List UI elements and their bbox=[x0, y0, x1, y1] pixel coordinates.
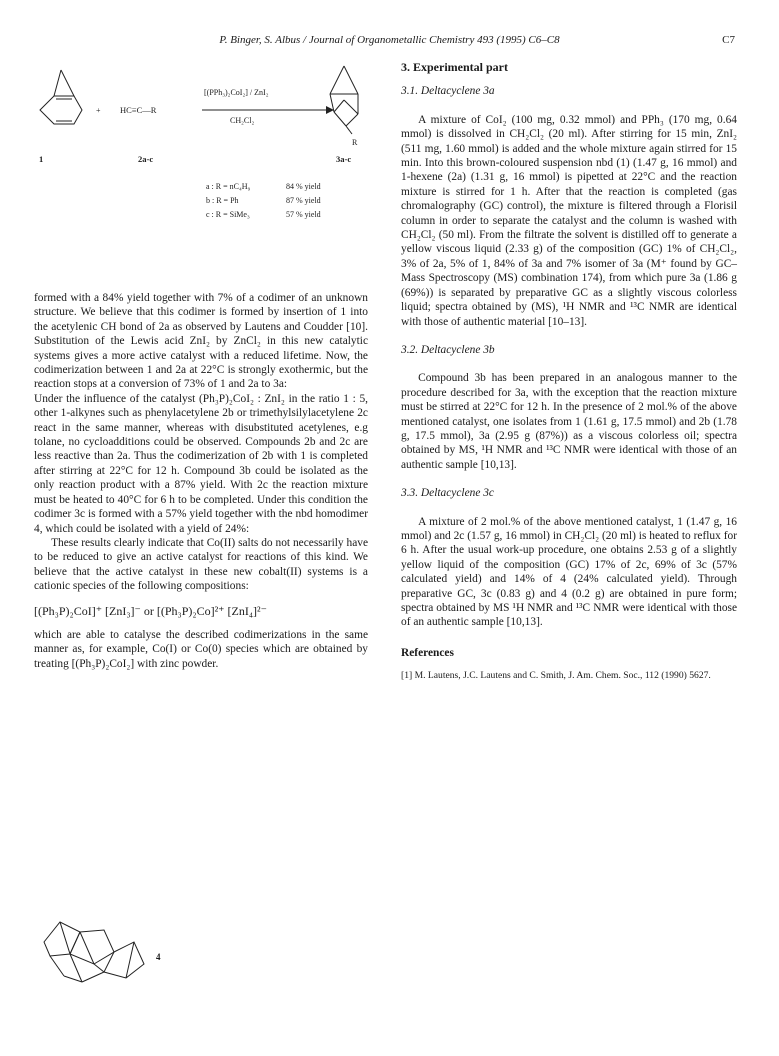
alkyne-reagent: HC≡C—R bbox=[120, 105, 157, 115]
running-header bbox=[0, 34, 779, 50]
yield-b: 87 % yield bbox=[286, 196, 321, 205]
left-column bbox=[34, 291, 368, 671]
right-column bbox=[401, 60, 737, 682]
subsection-title: 3.2. Deltacyclene 3b bbox=[401, 343, 495, 356]
paragraph: These results clearly indicate that Co(II) salts do not necessarily have to be reduced to give an active catalyst for reactions of this kind. We believe that the active catalyst in these new cobalt(II) systems is a cationic species of the following compositions: bbox=[34, 536, 368, 593]
compound-4-drawing bbox=[34, 912, 154, 1002]
compound-1-label: 1 bbox=[39, 154, 44, 164]
substituent-b: b : R = Ph bbox=[206, 196, 239, 205]
substituent-a: a : R = nC₄H₉ bbox=[206, 182, 251, 191]
subsection-title: 3.1. Deltacyclene 3a bbox=[401, 85, 495, 98]
paragraph: formed with a 84% yield together with 7% of a codimer of an unknown structure. We believe that this codimer is formed by insertion of 1 into the acetylenic CH bond of 2a as observed by Lautens and Coudder [10]. Substitution of the Lewis acid ZnI₂ by ZnCl₂ in this new catalytic systems gives a more active catalyst with a reduced lifetime. Now, the codimerization between 1 and 2a at 22°C is strongly exothermic, but the reaction stops at a conversion of 73% of 1 and 2a to 3a: bbox=[34, 292, 368, 391]
cationic-species-formula: [(Ph₃P)₂CoI]⁺ [ZnI₃]⁻ or [(Ph₃P)₂Co]²⁺ [ZnI₄]²⁻ bbox=[34, 603, 267, 618]
compound-4-figure bbox=[34, 912, 234, 1002]
norbornadiene-structure bbox=[40, 70, 82, 124]
yield-c: 57 % yield bbox=[286, 210, 321, 219]
reference-item: [1] M. Lautens, J.C. Lautens and C. Smith, J. Am. Chem. Soc., 112 (1990) 5627. bbox=[401, 670, 711, 682]
substituent-c: c : R = SiMe₃ bbox=[206, 210, 250, 219]
paragraph: which are able to catalyse the described codimerizations in the same manner as, for example, Co(I) or Co(0) species which are obtained by treating [(Ph₃P)₂CoI₂] with zinc powder. bbox=[34, 628, 368, 670]
section-title: 3. Experimental part bbox=[401, 60, 508, 74]
solvent-label: CH₂Cl₂ bbox=[230, 116, 255, 125]
page-number: C7 bbox=[722, 34, 735, 46]
paragraph: Compound 3b has been prepared in an analogous manner to the procedure described for 3a, with the exception that the reaction mixture must be stirred at 22°C for 12 h. In the presence of 2 mol.% of the above mentioned catalyst, one isolates from 1 (1.61 g, 17.5 mmol) and 2b (1.78 g, 17.5 mmol), 3a (2.95 g (87%)) as a viscous colorless oil; spectra obtained by MS, ¹H NMR and ¹³C NMR were identical with those of an authentic sample [10,13]. bbox=[401, 372, 737, 471]
reaction-scheme bbox=[34, 60, 368, 260]
compound-3-label: 3a-c bbox=[336, 154, 352, 164]
subsection-title: 3.3. Deltacyclene 3c bbox=[401, 487, 494, 500]
references-title: References bbox=[401, 646, 454, 659]
references-section bbox=[401, 646, 737, 682]
reaction-scheme-drawing bbox=[34, 60, 368, 260]
plus-sign: + bbox=[96, 106, 101, 115]
paragraph: A mixture of 2 mol.% of the above mentioned catalyst, 1 (1.47 g, 16 mmol) and 2c (1.57 g, 16 mmol) in CH₂Cl₂ (20 ml) is heated to reflux for 6 h. After the usual work-up procedure, one obtains 2.53 g of a slightly yellow liquid of the composition (GC) 17% of 2c, 69% of 3c (57% calculated yield) and 14% of 4 (24% calculated yield). Through preparative GC, 3c (0.83 g) and 4 (0.2 g) are obtained in pure form; spectra obtained by MS ¹H NMR and ¹³C NMR were identical with those of an authentic sample [10,13]. bbox=[401, 515, 737, 629]
r-substituent-label: R bbox=[352, 138, 358, 147]
running-title: P. Binger, S. Albus / Journal of Organometallic Chemistry 493 (1995) C6–C8 bbox=[219, 34, 560, 46]
yield-a: 84 % yield bbox=[286, 182, 321, 191]
compound-4-label: 4 bbox=[156, 952, 161, 962]
compound-2-label: 2a-c bbox=[138, 154, 154, 164]
paragraph: A mixture of CoI₂ (100 mg, 0.32 mmol) and PPh₃ (170 mg, 0.64 mmol) is dissolved in CH₂Cl₂ (20 ml). After stirring for 15 min, ZnI₂ (511 mg, 1.60 mmol) is added and the whole mixture again stirred for 15 min. Into this brown-coloured suspension nbd (1) (1.47 g, 16 mmol) and 1-hexene (2a) (1.31 g, 16 mmol) is pipetted at 22°C and the reaction mixture is stirred for 1 h. After that the reaction is completed (gas chromalography (GC) control), the mixture is filtered through a Florisil column in order to separate the catalyst and the column is washed with CH₂Cl₂ (50 ml). From the filtrate the solvent is distilled off to generate a yellow viscous liquid (2.33 g) of the composition (GC) 1% of CH₂Cl₂, 3% of 2a, 5% of 1, 84% of 3a and 7% isomer of 3a (M⁺ found by GC–Mass Spectroscopy (MS) combination 174), from which pure 3a (1.86 g (69%)) is separated by preparative GC as a slightly viscous colorless liquid; spectra obtained by (MS), ¹H NMR and ¹³C NMR are identical with those of authentic material [10–13]. bbox=[401, 113, 737, 328]
paragraph: Under the influence of the catalyst (Ph₃P)₂CoI₂ : ZnI₂ in the ratio 1 : 5, other 1-alkynes such as phenylacetylene 2b or trimethylsilylacetylene 2c react in the same manner, whereas with disubstituted acetylenes, e.g tolane, no cycloadditions could be observed. Compounds 2b and 2c are less reactive than 2a. Thus the codimerization of 2b with 1 is completed after stirring at 22°C for 12 h. Compound 3b could be isolated as the only reaction product with a 87% yield. With 2c the reaction mixture must be heated to 40°C for 6 h to be completed. Under this condition the codimer 3c is formed with a 57% yield together with the nbd homodimer 4, which could be isolated with a yield of 24%: bbox=[34, 392, 368, 535]
catalyst-label: [(PPh₃)₂CoI₂] / ZnI₂ bbox=[204, 88, 269, 97]
deltacyclene-structure bbox=[330, 66, 358, 134]
